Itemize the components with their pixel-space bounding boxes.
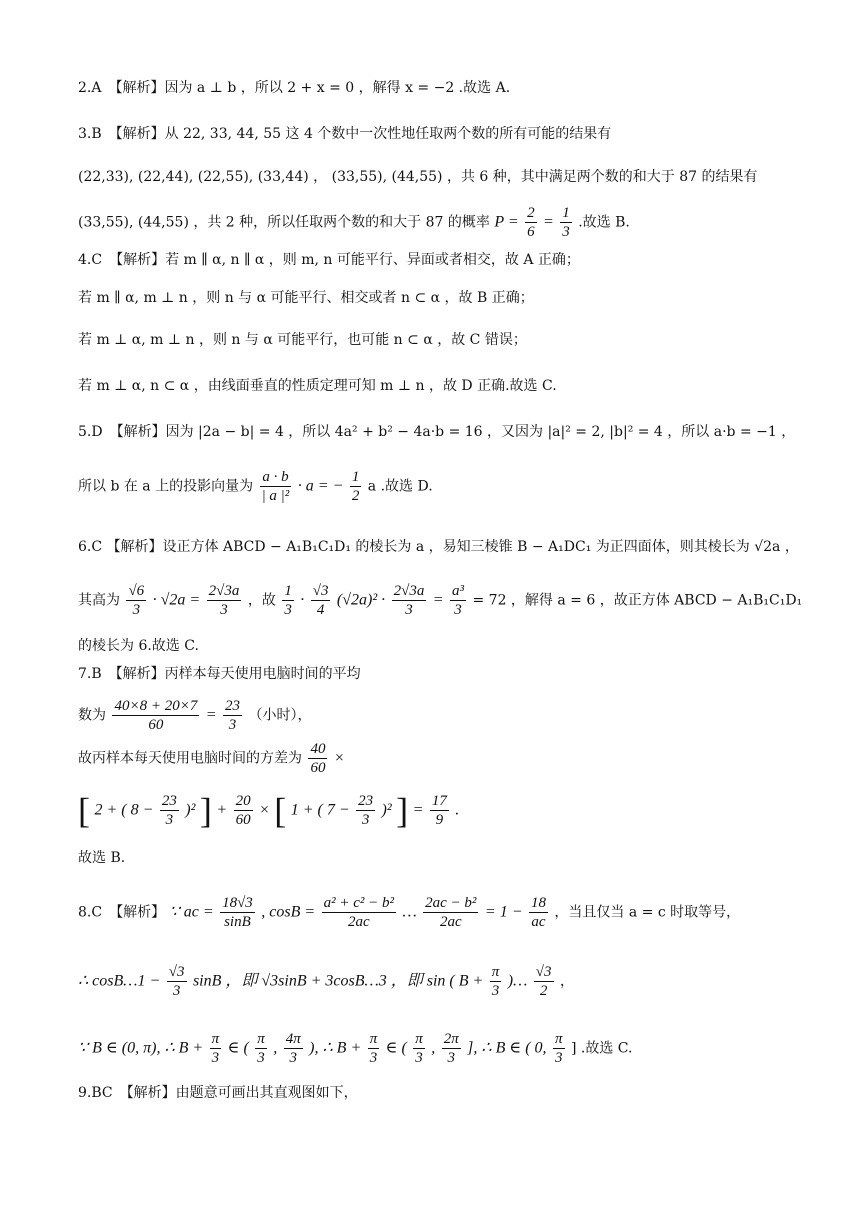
answer-5-line-1: 5.D 【解析】因为 |2a − b| = 4 ，所以 4a² + b² − 4a·b = 16 ，又因为 |a|² = 2, |b|² = 4 ，所以 a·b = −1 ， — [78, 424, 796, 440]
fraction: $\frac{1}{2}$ — [351, 469, 360, 504]
answer-4-line-3: 若 m ⊥ α, m ⊥ n ，则 n 与 α 可能平行，也可能 n ⊂ α ，故 C 错误； — [78, 332, 527, 348]
fraction: $\frac{40\times 8 + 20\times 7}{60}$ — [114, 698, 198, 733]
fraction: $\frac{40}{60}$ — [310, 741, 326, 776]
fraction: $\frac{2\pi}{3}$ — [443, 1031, 459, 1066]
fraction: $\frac{\pi}{3}$ — [211, 1031, 220, 1066]
fraction: $\frac{\text{a² + c² − b²}}{2ac}$ — [323, 895, 395, 930]
bracket: ] — [396, 790, 409, 831]
math-segment: = — [432, 591, 444, 609]
fraction: $\frac{2}{6}$ — [527, 205, 535, 240]
answer-6-line-3: 的棱长为 6.故选 C. — [78, 638, 199, 654]
math-segment: = — [412, 801, 424, 819]
answer-6-text: 其高为 — [78, 592, 120, 609]
fraction: $\frac{√3}{2}$ — [535, 964, 552, 999]
math-segment: · √2a = — [152, 591, 201, 609]
answer-7-line-4 — [78, 792, 820, 829]
answer-6-line-1: 6.C 【解析】设正方体 ABCD − A₁B₁C₁D₁ 的棱长为 a ，易知三棱锥 B − A₁DC₁ 为正四面体，则其棱长为 √2a ， — [78, 539, 799, 555]
fraction: $\frac{4\pi}{3}$ — [285, 1031, 301, 1066]
answer-7-line-3 — [78, 740, 820, 777]
math-segment: 2 + ( 8 − — [94, 801, 154, 819]
math-segment: )² — [381, 801, 392, 819]
fraction: $\frac{2√3a}{3}$ — [393, 583, 425, 618]
math-segment: , — [273, 1039, 278, 1057]
fraction: $\frac{\text{a³}}{3}$ — [452, 583, 465, 618]
math-segment: , cosB = — [261, 903, 316, 921]
answer-7-line-2 — [78, 697, 820, 734]
fraction: $\frac{18√3}{\sin B}$ — [222, 895, 253, 930]
math-segment: . — [455, 801, 460, 819]
answer-6-end: = 72 ，解得 a = 6 ，故正方体 ABCD − A₁B₁C₁D₁ — [472, 592, 803, 609]
answer-3-line-3 — [78, 204, 820, 241]
math-segment: )² — [185, 801, 196, 819]
answer-4-line-4: 若 m ⊥ α, n ⊂ α ，由线面垂直的性质定理可知 m ⊥ n ，故 D 正确.故选 C. — [78, 378, 557, 394]
math-segment: ∴ cosB…1 − — [78, 972, 161, 990]
math-segment: ∈ ( — [227, 1039, 249, 1057]
fraction: $\frac{17}{9}$ — [431, 793, 447, 828]
bracket: [ — [78, 790, 90, 831]
fraction: $\frac{\text{2ac − b²}}{2ac}$ — [425, 895, 477, 930]
answer-9-line-1: 9.BC 【解析】由题意可画出其直观图如下， — [78, 1085, 358, 1101]
math-segment: 1 + ( 7 − — [290, 801, 350, 819]
math-segment: ，当且仅当 a = c 时取等号， — [554, 904, 741, 921]
math-segment: = — [543, 213, 554, 231]
fraction: $\frac{1}{3}$ — [284, 583, 292, 618]
fraction: $\frac{2√3a}{3}$ — [208, 583, 240, 618]
math-segment: · a = − — [297, 477, 344, 495]
fraction: $\frac{1}{3}$ — [562, 205, 570, 240]
math-segment: , — [431, 1039, 436, 1057]
answer-4-line-1: 4.C 【解析】若 m ∥ α, n ∥ α ，则 m, n 可能平行、异面或者相交，故 A 正确； — [78, 252, 580, 268]
answer-7-line-1: 7.B 【解析】丙样本每天使用电脑时间的平均 — [78, 666, 361, 682]
answer-8-line-1 — [78, 894, 820, 931]
math-segment: = 1 − — [484, 903, 523, 921]
fraction: $\frac{√3}{4}$ — [312, 583, 329, 618]
bracket: [ — [274, 790, 287, 831]
answer-6-line-2 — [78, 582, 820, 619]
answer-7-text: 数为 — [78, 707, 106, 724]
math-segment: (√2a)² · — [336, 591, 386, 609]
fraction: $\frac{\pi}{3}$ — [491, 964, 500, 999]
fraction: $\frac{√6}{3}$ — [128, 583, 145, 618]
math-segment: ∵ B ∈ (0, π), ∴ B + — [78, 1039, 204, 1057]
math-segment: + — [216, 801, 228, 819]
answer-8-text: 8.C 【解析】 — [78, 904, 166, 921]
fraction: $\frac{23}{3}$ — [161, 793, 177, 828]
math-segment: ), ∴ B + — [309, 1039, 362, 1057]
answer-8-end: ] .故选 C. — [570, 1040, 633, 1057]
math-segment: sinB ，即 √3sinB + 3cosB…3 ，即 sin ( B + — [192, 972, 484, 990]
math-segment: )… — [507, 972, 528, 990]
math-segment: × — [333, 749, 345, 767]
math-segment: （小时）， — [248, 707, 312, 724]
fraction: $\frac{\pi}{3}$ — [415, 1031, 423, 1066]
math-segment: ∵ ac = — [169, 903, 214, 921]
math-segment: × — [259, 801, 270, 819]
answer-3-line-2: (22,33), (22,44), (22,55), (33,44) ， (33,55), (44,55) ，共 6 种，其中满足两个数的和大于 87 的结果有 — [78, 169, 758, 185]
fraction: $\frac{\pi}{3}$ — [369, 1031, 378, 1066]
fraction: $\frac{√3}{3}$ — [168, 964, 185, 999]
math-segment: = — [205, 706, 217, 724]
answer-2: 2.A 【解析】因为 a ⊥ b ，所以 2 + x = 0 ，解得 x = −2 .故选 A. — [78, 80, 511, 96]
answer-7-line-5: 故选 B. — [78, 850, 126, 866]
answer-8-line-2 — [78, 963, 820, 1000]
fraction: $\frac{23}{3}$ — [358, 793, 374, 828]
math-segment: … — [402, 903, 417, 921]
answer-5-end: a .故选 D. — [367, 478, 433, 495]
fraction: $\frac{\pi}{3}$ — [257, 1031, 265, 1066]
fraction: $\frac{a \cdot b}{\text{| a |²}}$ — [261, 469, 290, 504]
answer-7-variance-text: 故丙样本每天使用电脑时间的方差为 — [78, 750, 302, 767]
math-segment: · — [300, 591, 305, 609]
fraction: $\frac{20}{60}$ — [235, 793, 251, 828]
bracket: ] — [199, 790, 212, 831]
answer-3-text: (33,55), (44,55) ，共 2 种，所以任取两个数的和大于 87 的概率 — [78, 214, 490, 231]
answer-3-line-1: 3.B 【解析】从 22, 33, 44, 55 这 4 个数中一次性地任取两个数的所有可能的结果有 — [78, 126, 612, 142]
math-segment: ∈ ( — [385, 1039, 407, 1057]
fraction: $\frac{\pi}{3}$ — [554, 1031, 563, 1066]
answer-5-text: 所以 b 在 a 上的投影向量为 — [78, 478, 254, 495]
math-segment: ， — [559, 973, 574, 990]
fraction: $\frac{18}{ac}$ — [530, 895, 546, 930]
answer-3-end: .故选 B. — [578, 214, 630, 231]
math-segment: P = — [494, 213, 519, 231]
answer-5-line-2 — [78, 468, 820, 505]
answer-4-line-2: 若 m ∥ α, m ⊥ n ，则 n 与 α 可能平行、相交或者 n ⊂ α ，故 B 正确； — [78, 290, 534, 306]
fraction: $\frac{23}{3}$ — [225, 698, 241, 733]
math-segment: ，故 — [247, 592, 276, 609]
answer-8-line-3 — [78, 1030, 820, 1067]
math-segment: ], ∴ B ∈ ( 0, — [467, 1039, 547, 1057]
